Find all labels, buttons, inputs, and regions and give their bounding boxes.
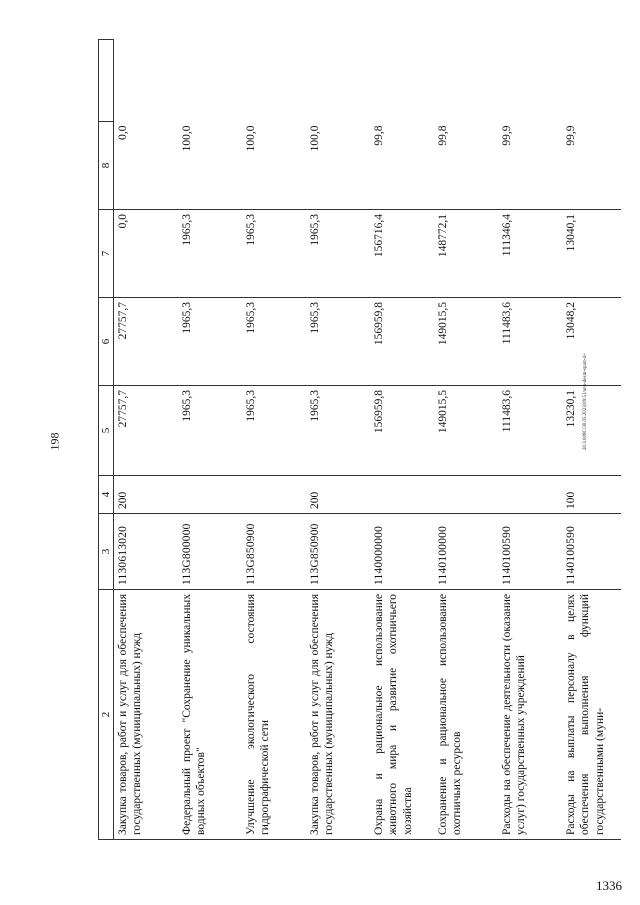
- row-value-7: 1965,3: [178, 210, 242, 298]
- row-code: 1140100000: [434, 514, 498, 590]
- row-value-7: 111346,4: [498, 210, 562, 298]
- row-value-6: 1965,3: [306, 298, 370, 386]
- header-cell: 5: [99, 386, 114, 476]
- table-row: [498, 40, 562, 840]
- row-code: 1140100590: [562, 514, 621, 590]
- row-value-8: 100,0: [178, 122, 242, 210]
- row-value-5: 149015,5: [434, 386, 498, 476]
- row-value-6: 27757,7: [114, 298, 179, 386]
- row-vr: [498, 476, 562, 514]
- header-cell: 2: [99, 590, 114, 840]
- row-value-5: 27757,7: [114, 386, 179, 476]
- row-vr: 200: [306, 476, 370, 514]
- row-vr: [178, 476, 242, 514]
- row-vr: [370, 476, 434, 514]
- row-value-6: 111483,6: [498, 298, 562, 386]
- row-value-6: 1965,3: [178, 298, 242, 386]
- budget-table-rotated: [98, 40, 620, 840]
- row-vr: 100: [562, 476, 621, 514]
- header-cell: 7: [99, 210, 114, 298]
- row-value-7: 13040,1: [562, 210, 621, 298]
- row-value-5: 156959,8: [370, 386, 434, 476]
- row-value-5: 13230,1: [562, 386, 621, 476]
- row-value-8: 0,0: [114, 122, 179, 210]
- row-vr: 200: [114, 476, 179, 514]
- header-cell: 6: [99, 298, 114, 386]
- table-row: [434, 40, 498, 840]
- row-code: 113G850900: [306, 514, 370, 590]
- row-name: Сохранение и рациональное использование охотничьих ресурсов: [434, 590, 498, 840]
- row-value-5: 1965,3: [242, 386, 306, 476]
- row-value-7: 1965,3: [306, 210, 370, 298]
- row-value-5: 1965,3: [306, 386, 370, 476]
- header-cell: 8: [99, 122, 114, 210]
- row-name: Расходы на обеспечение деятельности (оказание услуг) государственных учреждений: [498, 590, 562, 840]
- row-value-6: 1965,3: [242, 298, 306, 386]
- table-row: [178, 40, 242, 840]
- row-value-8: 100,0: [242, 122, 306, 210]
- row-value-8: 99,9: [562, 122, 621, 210]
- row-value-6: 13048,2: [562, 298, 621, 386]
- table-row: [242, 40, 306, 840]
- table-row: [114, 40, 179, 840]
- row-value-5: 1965,3: [178, 386, 242, 476]
- row-name: Закупка товаров, работ и услуг для обеспечения государственных (муниципальных) нужд: [306, 590, 370, 840]
- table-row: [306, 40, 370, 840]
- row-value-8: 99,8: [434, 122, 498, 210]
- row-vr: [242, 476, 306, 514]
- row-value-6: 156959,8: [370, 298, 434, 386]
- row-code: 1140100590: [498, 514, 562, 590]
- row-code: 1140000000: [370, 514, 434, 590]
- header-cell: 4: [99, 476, 114, 514]
- row-code: 1130613020: [114, 514, 179, 590]
- row-value-7: 148772,1: [434, 210, 498, 298]
- row-name: Охрана и рациональное использование животного мира и развитие охотничьего хозяйства: [370, 590, 434, 840]
- row-code: 113G850900: [242, 514, 306, 590]
- row-name: Федеральный проект "Сохранение уникальных водных объектов": [178, 590, 242, 840]
- row-value-7: 156716,4: [370, 210, 434, 298]
- table-header-row: [99, 40, 114, 840]
- row-value-7: 0,0: [114, 210, 179, 298]
- row-value-5: 111483,6: [498, 386, 562, 476]
- row-name: Расходы на выплаты персоналу в целях обеспечения выполнения функций государственными (муни-: [562, 590, 621, 840]
- row-value-6: 149015,5: [434, 298, 498, 386]
- footer-page-number: 1336: [596, 878, 622, 893]
- header-cell: 3: [99, 514, 114, 590]
- row-value-8: 100,0: [306, 122, 370, 210]
- header-cell: [99, 40, 114, 122]
- document-side-code: 20.3.008C/30.05.2023/09:51/ann-desin-spart-4+: [583, 353, 588, 450]
- budget-table: [98, 39, 621, 840]
- row-name: Улучшение экологического состояния гидрографической сети: [242, 590, 306, 840]
- row-value-7: 1965,3: [242, 210, 306, 298]
- row-value-8: 99,8: [370, 122, 434, 210]
- table-row: [370, 40, 434, 840]
- page-number: 198: [47, 432, 62, 451]
- row-vr: [434, 476, 498, 514]
- row-name: Закупка товаров, работ и услуг для обеспечения государственных (муниципальных) нужд: [114, 590, 179, 840]
- row-value-8: 99,9: [498, 122, 562, 210]
- table-row: [562, 40, 621, 840]
- row-code: 113G800000: [178, 514, 242, 590]
